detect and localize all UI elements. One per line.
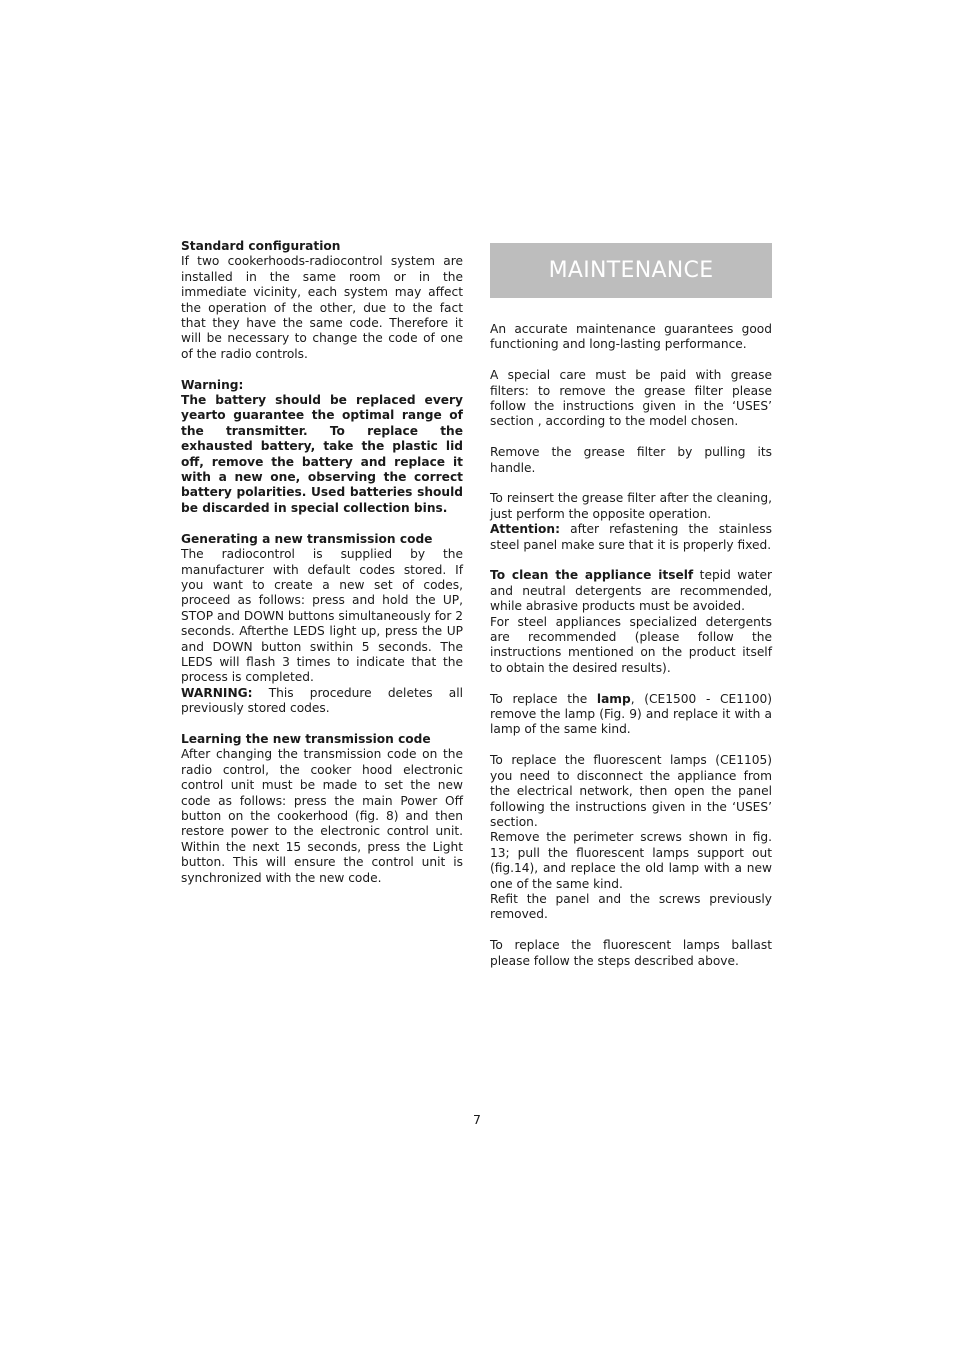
maintenance-banner (490, 243, 772, 298)
cleaning-label: To clean the appliance itself (490, 568, 694, 583)
maintenance-title: MAINTENANCE (548, 258, 714, 283)
warning-text: The battery should be replaced every yearto guarantee the optimal range of the transmitter. To replace the exhausted battery, take the plastic lid off, remove the battery and replace it with a new one, observing the correct battery polarities. Used batteries should be discarded in special collection bins. (181, 393, 463, 515)
generating-code-section (181, 532, 463, 717)
generating-code-heading: Generating a new transmission code (181, 531, 433, 546)
learning-code-heading: Learning the new transmission code (181, 731, 431, 746)
fluorescent-lamps-section (490, 753, 772, 922)
warning-section (181, 378, 463, 517)
steel-appliances-text: For steel appliances specialized detergents are recommended (please follow the instructions mentioned on the product itself to obtain the desired results). (490, 614, 772, 675)
fluorescent-text-1: To replace the fluorescent lamps (CE1105) you need to disconnect the appliance from the electrical network, then open the panel following the instructions given in the ‘USES’ section. (490, 753, 772, 829)
lamp-replace-section (490, 692, 772, 738)
lamp-pre-text: To replace the (490, 691, 597, 706)
standard-configuration-section (181, 239, 463, 362)
attention-label: Attention: (490, 522, 560, 537)
ballast-replace: To replace the fluorescent lamps ballast please follow the steps described above. (490, 938, 772, 968)
attention-text: after refastening the stainless steel panel make sure that it is properly fixed. (490, 522, 772, 552)
warning-heading: Warning: (181, 377, 244, 392)
learning-code-text: After changing the transmission code on the radio control, the cooker hood electronic control unit must be made to set the new code as follows: press the main Power Off button on the cookerhood (fig. 8) and then restore power to the electronic control unit. Within the next 15 seconds, press the Light button. This will ensure the control unit is synchronized with the new code. (181, 747, 463, 885)
generating-code-text: The radiocontrol is supplied by the manufacturer with default codes stored. If you want to create a new set of codes, proceed as follows: press and hold the UP, STOP and DOWN buttons simultaneously for 2 seconds. Afterthe LEDS light up, press the UP and DOWN button swithin 5 seconds. The LEDS will flash 3 times to indicate that the process is completed. (181, 547, 463, 685)
cleaning-text: tepid water and neutral detergents are recommended, while abrasive products must be avoided. (490, 568, 773, 614)
right-column (490, 322, 772, 969)
fluorescent-text-2: Remove the perimeter screws shown in fig. 13; pull the fluorescent lamps support out (fig.14), and replace the old lamp with a new one of the same kind. (490, 830, 772, 891)
fluorescent-text-3: Refit the panel and the screws previously removed. (490, 891, 772, 922)
grease-filter-reinsert (490, 491, 772, 553)
learning-code-section (181, 732, 463, 886)
standard-configuration-text: If two cookerhoods-radiocontrol system are installed in the same room or in the immediate vicinity, each system may affect the operation of the other, due to the fact that they have the same code. Therefore it will be necessary to change the code of one of the radio controls. (181, 254, 463, 361)
page-number: 7 (473, 1112, 481, 1127)
cleaning-section (490, 568, 772, 676)
grease-filter-remove: Remove the grease filter by pulling its handle. (490, 445, 772, 475)
lamp-post-text: , (CE1500 - CE1100) remove the lamp (Fig. 9) and replace it with a lamp of the same kind. (490, 691, 773, 737)
standard-configuration-heading: Standard configuration (181, 239, 341, 253)
maintenance-intro: An accurate maintenance guarantees good functioning and long-lasting performance. (490, 322, 772, 352)
left-column (181, 239, 463, 901)
generating-warning-label: WARNING: (181, 685, 253, 700)
lamp-label: lamp (596, 691, 631, 706)
grease-filter-care: A special care must be paid with grease filters: to remove the grease filter please follow the instructions given in the ‘USES’ section , according to the model chosen. (490, 368, 772, 429)
generating-warning-text: This procedure deletes all previously stored codes. (181, 685, 463, 716)
reinsert-text: To reinsert the grease filter after the cleaning, just perform the opposite operation. (490, 491, 772, 521)
